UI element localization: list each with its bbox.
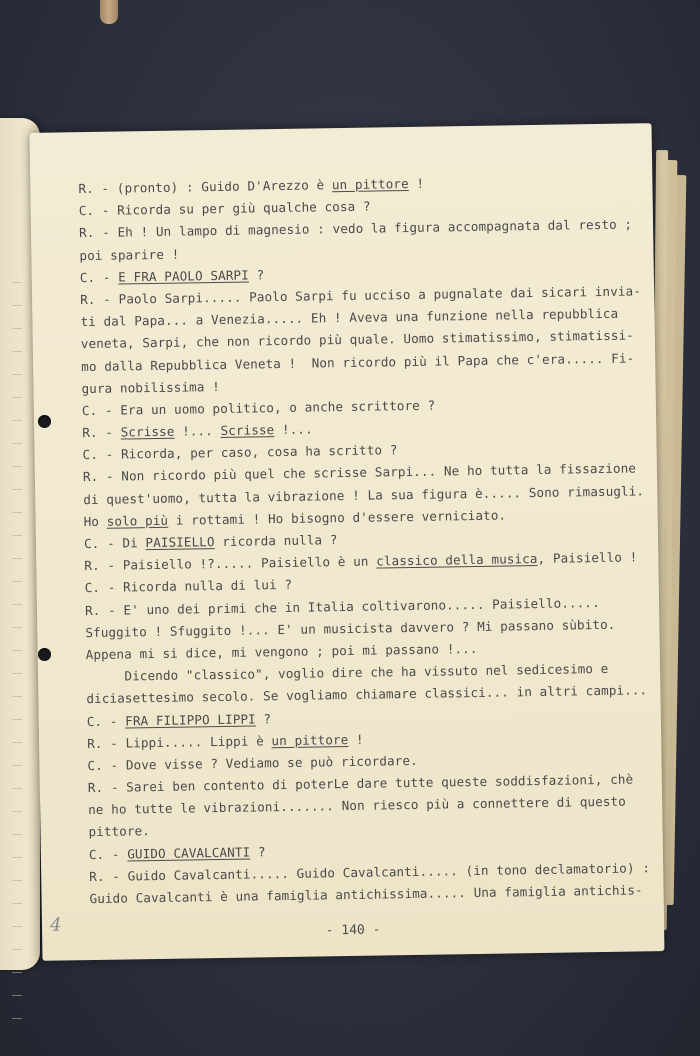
- text-span: R. - Eh ! Un lampo di magnesio : vedo la figura accompagnata dal resto ;: [78, 216, 633, 241]
- text-span: C. - Di: [83, 535, 146, 552]
- text-span: ?: [248, 267, 265, 283]
- text-span: Appena mi si dice, mi vengono ; poi mi passano !...: [85, 640, 478, 663]
- text-span: gura nobilissima !: [81, 378, 220, 396]
- text-span: C. - Ricorda nulla di lui ?: [84, 577, 293, 596]
- text-span: di quest'uomo, tutta la vibrazione ! La sua figura è..... Sono rimasugli.: [83, 482, 645, 507]
- text-span: C. -: [88, 846, 128, 862]
- underlined-text: solo più: [106, 512, 169, 529]
- text-span: veneta, Sarpi, che non ricordo più quale. Uomo stimatissimo, stimatissi-: [80, 327, 635, 352]
- underlined-text: Scrisse: [120, 423, 175, 440]
- text-span: !: [348, 731, 364, 747]
- text-span: Guido Cavalcanti è una famiglia antichissima..... Una famiglia antichis-: [89, 882, 643, 907]
- text-span: !...: [274, 421, 313, 438]
- text-span: C. - Era un uomo politico, o anche scrittore ?: [81, 397, 436, 419]
- text-span: R. - Lippi..... Lippi è: [87, 732, 272, 751]
- page-number: - 140 -: [325, 922, 381, 939]
- text-span: Ho: [83, 513, 107, 529]
- underlined-text: un pittore: [331, 175, 409, 193]
- binding-pin: [100, 0, 118, 24]
- text-span: R. - Sarei ben contento di poterLe dare tutte queste soddisfazioni, chè: [87, 771, 634, 796]
- text-span: C. - Ricorda, per caso, cosa ha scritto ?: [82, 442, 398, 463]
- text-span: poi sparire !: [79, 246, 180, 263]
- underlined-text: PAISIELLO: [145, 534, 215, 551]
- underlined-text: classico della musica: [376, 551, 538, 569]
- text-span: pittore.: [88, 823, 151, 840]
- text-span: R. - Non ricordo più quel che scrisse Sarpi... Ne ho tutta la fissazione: [82, 460, 637, 485]
- underlined-text: FRA FILIPPO LIPPI: [125, 710, 256, 729]
- margin-mark: 4: [49, 914, 62, 936]
- previous-page-text-marks: [12, 268, 22, 1028]
- text-span: ricorda nulla ?: [214, 532, 338, 550]
- text-span: R. -: [82, 424, 121, 441]
- underlined-text: E FRA PAOLO SARPI: [118, 267, 249, 285]
- text-span: C. -: [79, 269, 119, 285]
- text-span: C. -: [86, 713, 126, 729]
- text-span: R. - (pronto) : Guido D'Arezzo è: [78, 177, 333, 197]
- text-span: R. - E' uno dei primi che in Italia coltivarono..... Paisiello.....: [84, 594, 600, 618]
- punch-hole: [38, 648, 51, 661]
- text-span: ?: [255, 710, 272, 726]
- text-span: ti dal Papa... a Venezia..... Eh ! Aveva una funzione nella repubblica: [80, 305, 619, 330]
- text-span: Sfuggito ! Sfuggito !... E' un musicista davvero ? Mi passano sùbito.: [85, 616, 616, 640]
- text-span: ne ho tutte le vibrazioni....... Non riesco più a connettere di questo: [88, 793, 626, 818]
- text-span: !...: [174, 423, 221, 439]
- text-span: R. - Paisiello !?..... Paisiello è un: [84, 553, 377, 574]
- underlined-text: Scrisse: [220, 422, 275, 439]
- text-span: C. - Ricorda su per giù qualche cosa ?: [78, 198, 371, 219]
- page-text: [78, 169, 649, 910]
- text-span: R. - Paolo Sarpi..... Paolo Sarpi fu ucciso a pugnalate dai sicari invia-: [80, 283, 642, 308]
- text-span: , Paisiello !: [537, 549, 638, 567]
- text-span: R. - Guido Cavalcanti..... Guido Cavalcanti..... (in tono declamatorio) :: [89, 860, 651, 884]
- text-span: !: [408, 175, 425, 191]
- text-span: i rottami ! Ho bisogno d'essere verniciato.: [168, 507, 507, 528]
- underlined-text: un pittore: [271, 731, 349, 748]
- underlined-text: GUIDO CAVALCANTI: [127, 844, 251, 862]
- text-span: Dicendo "classico", voglio dire che ha vissuto nel sedicesimo e: [85, 661, 609, 685]
- text-span: ?: [250, 843, 266, 860]
- typewritten-page: [30, 123, 665, 961]
- text-span: diciasettesimo secolo. Se vogliamo chiamare classici... in altri campi...: [86, 682, 648, 707]
- text-span: mo dalla Repubblica Veneta ! Non ricordo più il Papa che c'era..... Fi-: [81, 349, 635, 374]
- text-span: C. - Dove visse ? Vediamo se può ricordare.: [87, 752, 418, 773]
- punch-hole: [38, 415, 51, 428]
